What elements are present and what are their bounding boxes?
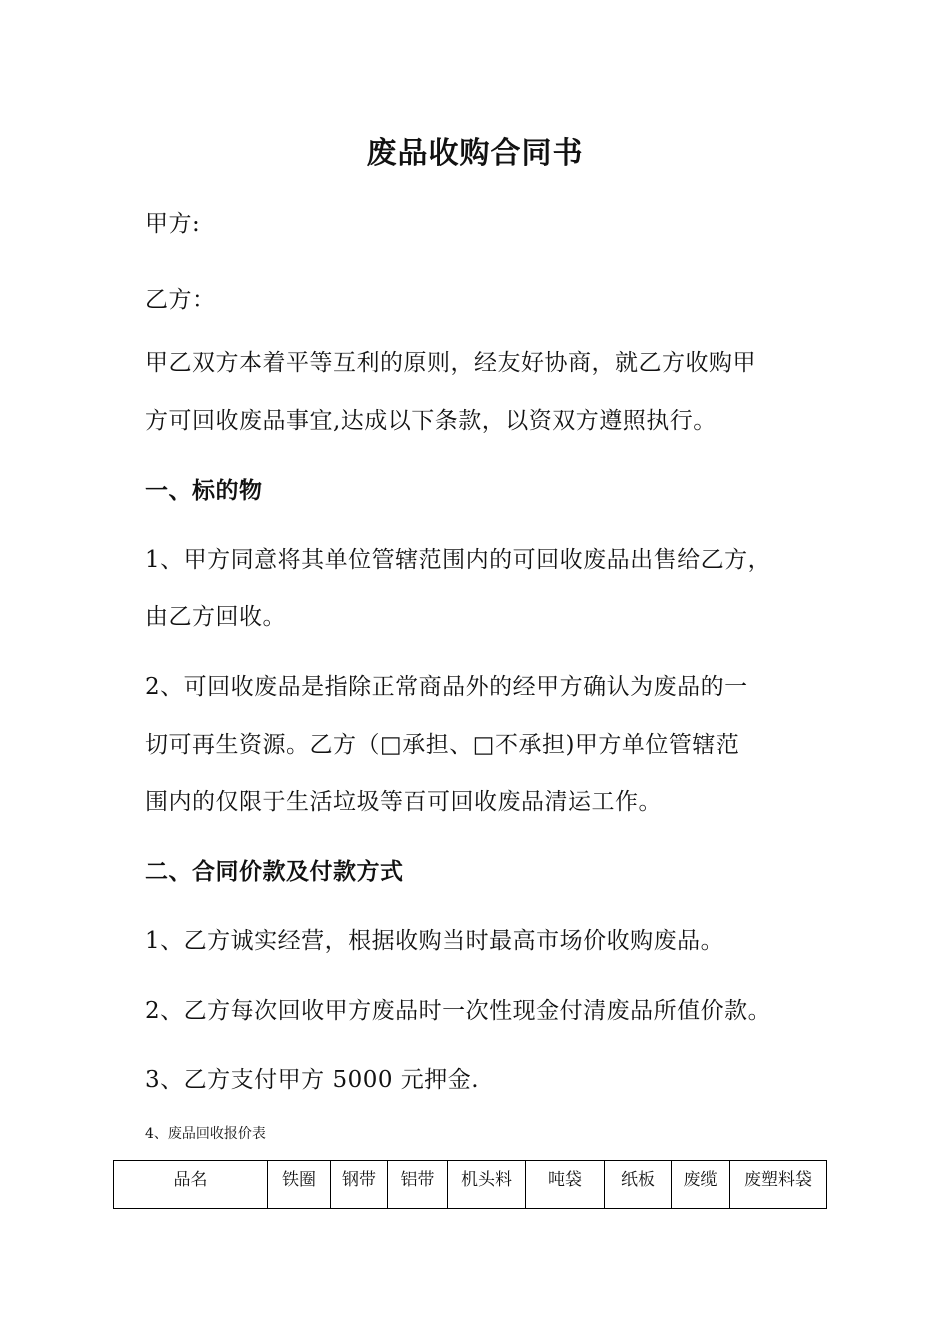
price-table-caption: 4、废品回收报价表 bbox=[145, 1126, 266, 1142]
section-1-heading: 一、标的物 bbox=[145, 477, 263, 504]
section-2-item-2: 2、乙方每次回收甲方废品时一次性现金付清废品所值价款。 bbox=[145, 998, 772, 1024]
price-table-header-cell: 品名 bbox=[114, 1161, 268, 1209]
price-table-header-cell: 铝带 bbox=[388, 1161, 448, 1209]
price-table-header-cell: 废塑料袋 bbox=[730, 1161, 827, 1209]
price-table-header-cell: 纸板 bbox=[605, 1161, 672, 1209]
price-table-header-cell: 机头料 bbox=[448, 1161, 526, 1209]
section-1-item-1-line-2: 由乙方回收。 bbox=[145, 604, 286, 630]
party-a-label: 甲方: bbox=[145, 211, 201, 237]
intro-paragraph-line-1: 甲乙双方本着平等互利的原则，经友好协商，就乙方收购甲 bbox=[145, 350, 756, 376]
price-table bbox=[113, 1160, 827, 1209]
section-1-item-2-line-3: 围内的仅限于生活垃圾等百可回收废品清运工作。 bbox=[145, 789, 662, 815]
price-table-header-cell: 废缆 bbox=[672, 1161, 730, 1209]
intro-paragraph-line-2: 方可回收废品事宜,达成以下条款，以资双方遵照执行。 bbox=[145, 408, 717, 434]
section-1-item-2-line-2: 切可再生资源。乙方（□承担、□不承担)甲方单位管辖范 bbox=[145, 732, 740, 758]
price-table-header-cell: 铁圈 bbox=[268, 1161, 331, 1209]
section-2-heading: 二、合同价款及付款方式 bbox=[145, 858, 404, 885]
party-b-label: 乙方： bbox=[145, 287, 216, 313]
document-title: 废品收购合同书 bbox=[366, 136, 584, 171]
price-table-header-row bbox=[114, 1161, 827, 1209]
price-table-header-cell: 吨袋 bbox=[526, 1161, 605, 1209]
section-1-item-2-line-1: 2、可回收废品是指除正常商品外的经甲方确认为废品的一 bbox=[145, 674, 748, 700]
section-2-item-1: 1、乙方诚实经营，根据收购当时最高市场价收购废品。 bbox=[145, 928, 725, 954]
section-2-item-3: 3、乙方支付甲方 5000 元押金. bbox=[145, 1067, 480, 1093]
section-1-item-1-line-1: 1、甲方同意将其单位管辖范围内的可回收废品出售给乙方， bbox=[145, 547, 772, 573]
price-table-header-cell: 钢带 bbox=[331, 1161, 388, 1209]
